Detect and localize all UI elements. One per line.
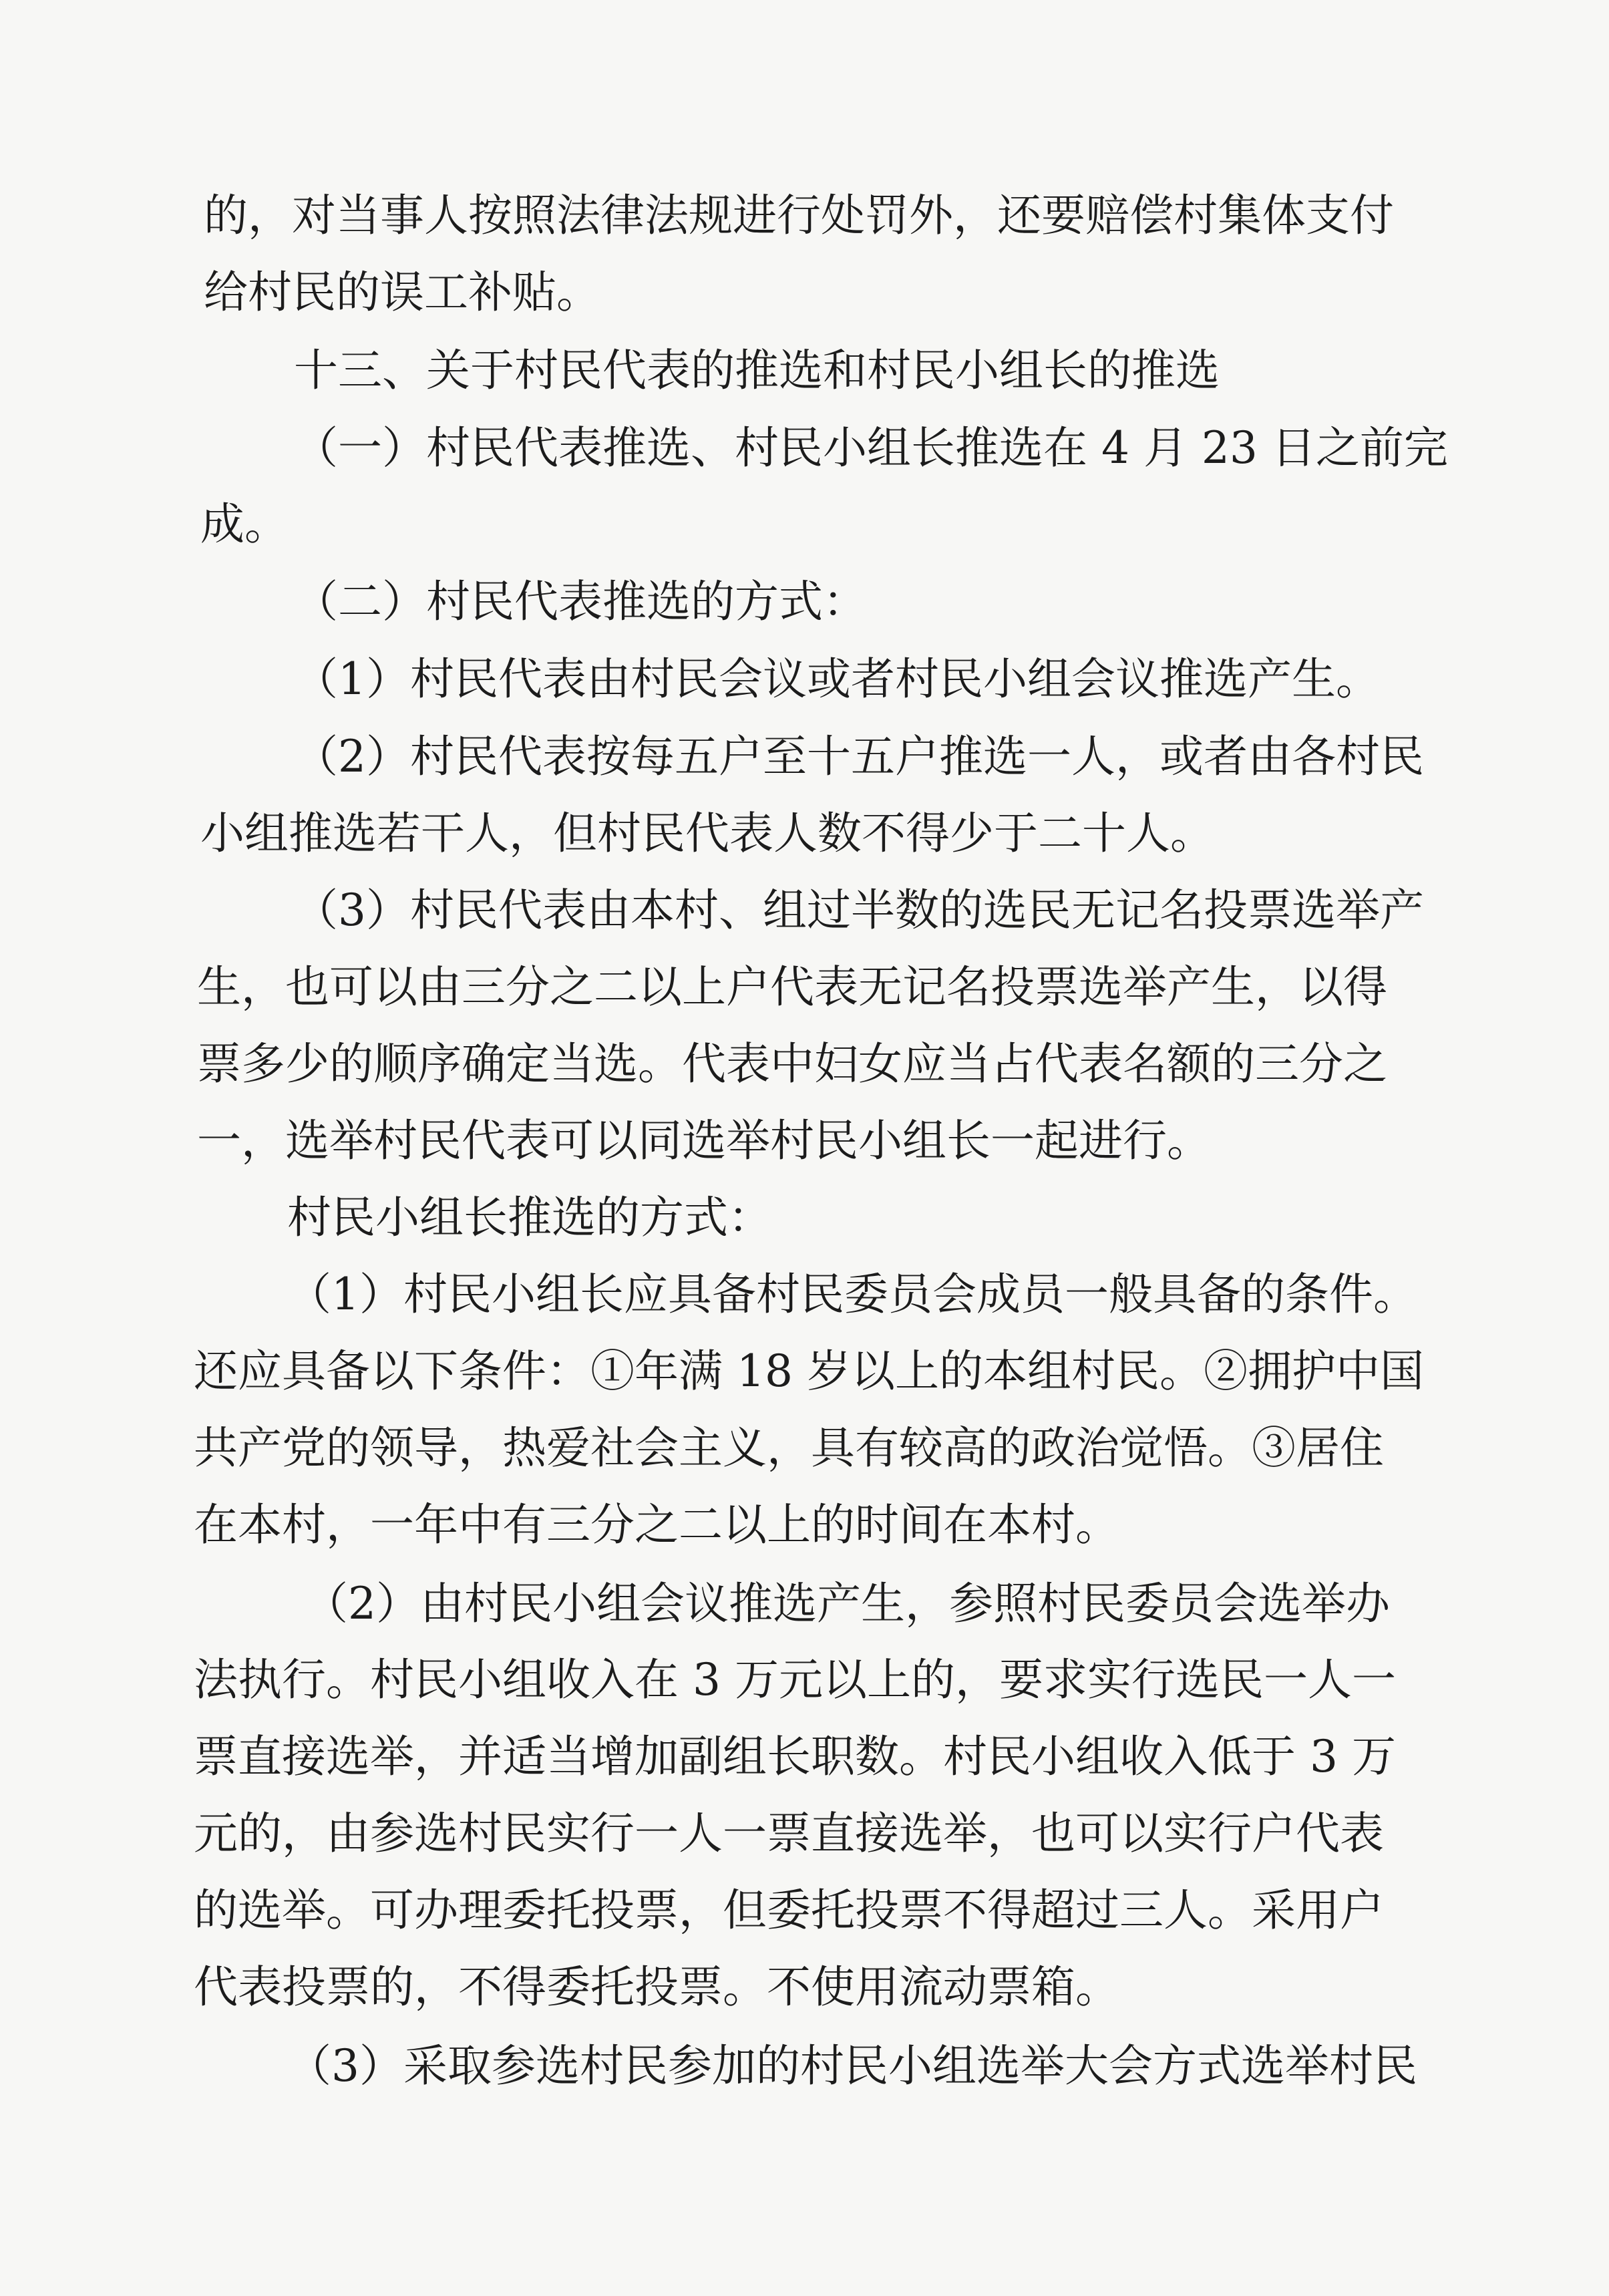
text-line: （2）由村民小组会议推选产生，参照村民委员会选举办: [304, 1578, 1390, 1629]
subsection-heading: （二）村民代表推选的方式：: [294, 576, 867, 627]
text-line: 票直接选举，并适当增加副组长职数。村民小组收入低于 3 万: [194, 1731, 1396, 1782]
text-line: （3）村民代表由本村、组过半数的选民无记名投票选举产: [294, 884, 1424, 936]
text-line: 的，对当事人按照法律法规进行处罚外，还要赔偿村集体支付: [204, 190, 1394, 241]
text-line: 的选举。可办理委托投票，但委托投票不得超过三人。采用户: [194, 1884, 1384, 1936]
text-line: 生，也可以由三分之二以上户代表无记名投票选举产生，以得: [197, 961, 1387, 1013]
section-heading: 十三、关于村民代表的推选和村民小组长的推选: [294, 345, 1220, 396]
text-line: 法执行。村民小组收入在 3 万元以上的，要求实行选民一人一: [194, 1654, 1396, 1705]
subsection-heading: 村民小组长推选的方式：: [287, 1192, 772, 1243]
text-line: 给村民的误工补贴。: [204, 267, 600, 318]
text-line: 还应具备以下条件：①年满 18 岁以上的本组村民。②拥护中国: [194, 1345, 1424, 1397]
text-line: （2）村民代表按每五户至十五户推选一人，或者由各村民: [294, 731, 1424, 782]
text-line: 共产党的领导，热爱社会主义，具有较高的政治觉悟。③居住: [194, 1422, 1384, 1474]
text-line: 元的，由参选村民实行一人一票直接选举，也可以实行户代表: [194, 1808, 1384, 1859]
text-line: （一）村民代表推选、村民小组长推选在 4 月 23 日之前完: [294, 422, 1448, 474]
text-line: 票多少的顺序确定当选。代表中妇女应当占代表名额的三分之: [197, 1038, 1387, 1090]
text-line: （1）村民小组长应具备村民委员会成员一般具备的条件。: [287, 1269, 1417, 1320]
text-line: 代表投票的，不得委托投票。不使用流动票箱。: [194, 1961, 1119, 2013]
text-line: 小组推选若干人，但村民代表人数不得少于二十人。: [200, 808, 1214, 859]
text-line: 成。: [200, 498, 289, 550]
text-line: 一，选举村民代表可以同选举村民小组长一起进行。: [197, 1115, 1211, 1166]
text-line: 在本村，一年中有三分之二以上的时间在本村。: [194, 1499, 1119, 1550]
text-line: （1）村民代表由村民会议或者村民小组会议推选产生。: [294, 653, 1380, 705]
text-line: （3）采取参选村民参加的村民小组选举大会方式选举村民: [287, 2040, 1417, 2092]
